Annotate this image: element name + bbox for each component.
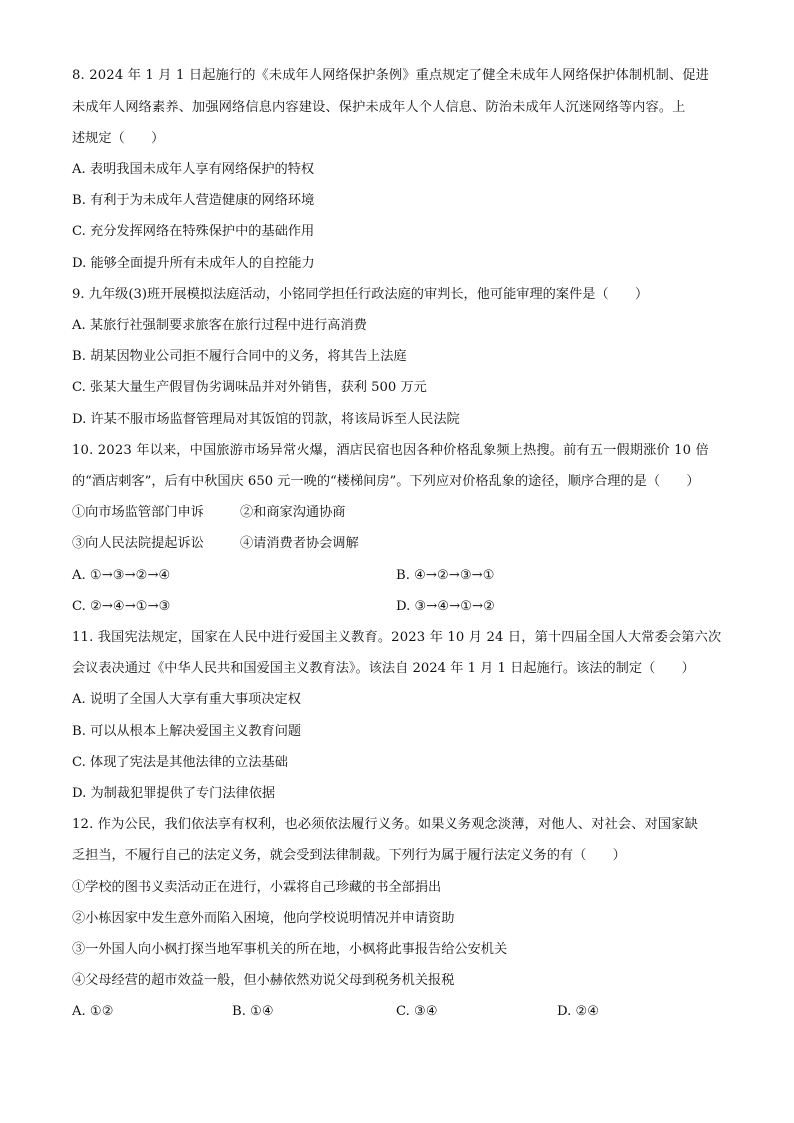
q12-option-d: D. ②④: [557, 1004, 600, 1019]
q12-option-c: C. ③④: [396, 1004, 438, 1019]
q8-stem-line-1: 8. 2024 年 1 月 1 日起施行的《未成年人网络保护条例》重点规定了健全未成年人网络保护体制机制、促进: [72, 68, 710, 83]
q10-option-a: A. ①→③→②→④: [72, 568, 171, 583]
q12-item-4: ④父母经营的超市效益一般，但小赫依然劝说父母到税务机关报税: [72, 973, 455, 988]
q12-item-2: ②小栋因家中发生意外而陷入困境，他向学校说明情况并申请资助: [72, 911, 455, 926]
q8-option-b: B. 有利于为未成年人营造健康的网络环境: [72, 193, 315, 208]
q8-option-d: D. 能够全面提升所有未成年人的自控能力: [72, 256, 315, 271]
q9-option-b: B. 胡某因物业公司拒不履行合同中的义务，将其告上法庭: [72, 349, 407, 364]
q10-stem-line-1: 10. 2023 年以来，中国旅游市场异常火爆，酒店民宿也因各种价格乱象频上热搜。前有五一假期涨价 10 倍: [72, 443, 709, 458]
q8-option-a: A. 表明我国未成年人享有网络保护的特权: [72, 162, 315, 177]
q8-option-c: C. 充分发挥网络在特殊保护中的基础作用: [72, 224, 315, 239]
q9-option-c: C. 张某大量生产假冒伪劣调味品并对外销售，获利 500 万元: [72, 380, 427, 395]
q8-stem-line-3: 述规定（ ）: [72, 131, 165, 146]
q11-stem-line-2: 会议表决通过《中华人民共和国爱国主义教育法》。该法自 2024 年 1 月 1 日起施行。该法的制定（ ）: [72, 661, 695, 676]
q10-option-d: D. ③→④→①→②: [396, 599, 495, 614]
q11-option-d: D. 为制裁犯罪提供了专门法律依据: [72, 786, 276, 801]
q10-item-1: ①向市场监管部门申诉: [72, 505, 204, 520]
q11-stem-line-1: 11. 我国宪法规定，国家在人民中进行爱国主义教育。2023 年 10 月 24 日，第十四届全国人大常委会第六次: [72, 630, 722, 645]
q9-stem-line-1: 9. 九年级(3)班开展模拟法庭活动，小铭同学担任行政法庭的审判长，他可能审理的案件是（ ）: [72, 287, 649, 302]
q11-option-a: A. 说明了全国人大享有重大事项决定权: [72, 692, 301, 707]
q9-option-a: A. 某旅行社强制要求旅客在旅行过程中进行高消费: [72, 318, 367, 333]
q12-stem-line-1: 12. 作为公民，我们依法享有权利，也必须依法履行义务。如果义务观念淡薄，对他人、对社会、对国家缺: [72, 817, 698, 832]
q12-option-a: A. ①②: [72, 1004, 114, 1019]
q12-option-b: B. ①④: [232, 1004, 274, 1019]
q8-stem-line-2: 未成年人网络素养、加强网络信息内容建设、保护未成年人个人信息、防治未成年人沉迷网络等内容。上: [72, 100, 686, 115]
q12-item-3: ③一外国人向小枫打探当地军事机关的所在地，小枫将此事报告给公安机关: [72, 942, 508, 957]
q12-stem-line-2: 乏担当，不履行自己的法定义务，就会受到法律制裁。下列行为属于履行法定义务的有（ ）: [72, 848, 626, 863]
q10-item-2: ②和商家沟通协商: [240, 505, 346, 520]
q10-option-c: C. ②→④→①→③: [72, 599, 171, 614]
q12-item-1: ①学校的图书义卖活动正在进行，小霖将自己珍藏的书全部捐出: [72, 880, 442, 895]
q10-option-b: B. ④→②→③→①: [396, 568, 495, 583]
q9-option-d: D. 许某不服市场监督管理局对其饭馆的罚款，将该局诉至人民法院: [72, 412, 460, 427]
q10-stem-line-2: 的“酒店刺客”，后有中秋国庆 650 元一晚的“楼梯间房”。下列应对价格乱象的途径，顺序合理的是（ ）: [72, 474, 700, 489]
q10-item-3: ③向人民法院提起诉讼: [72, 536, 204, 551]
q11-option-b: B. 可以从根本上解决爱国主义教育问题: [72, 724, 302, 739]
q11-option-c: C. 体现了宪法是其他法律的立法基础: [72, 755, 288, 770]
q10-item-4: ④请消费者协会调解: [240, 536, 359, 551]
